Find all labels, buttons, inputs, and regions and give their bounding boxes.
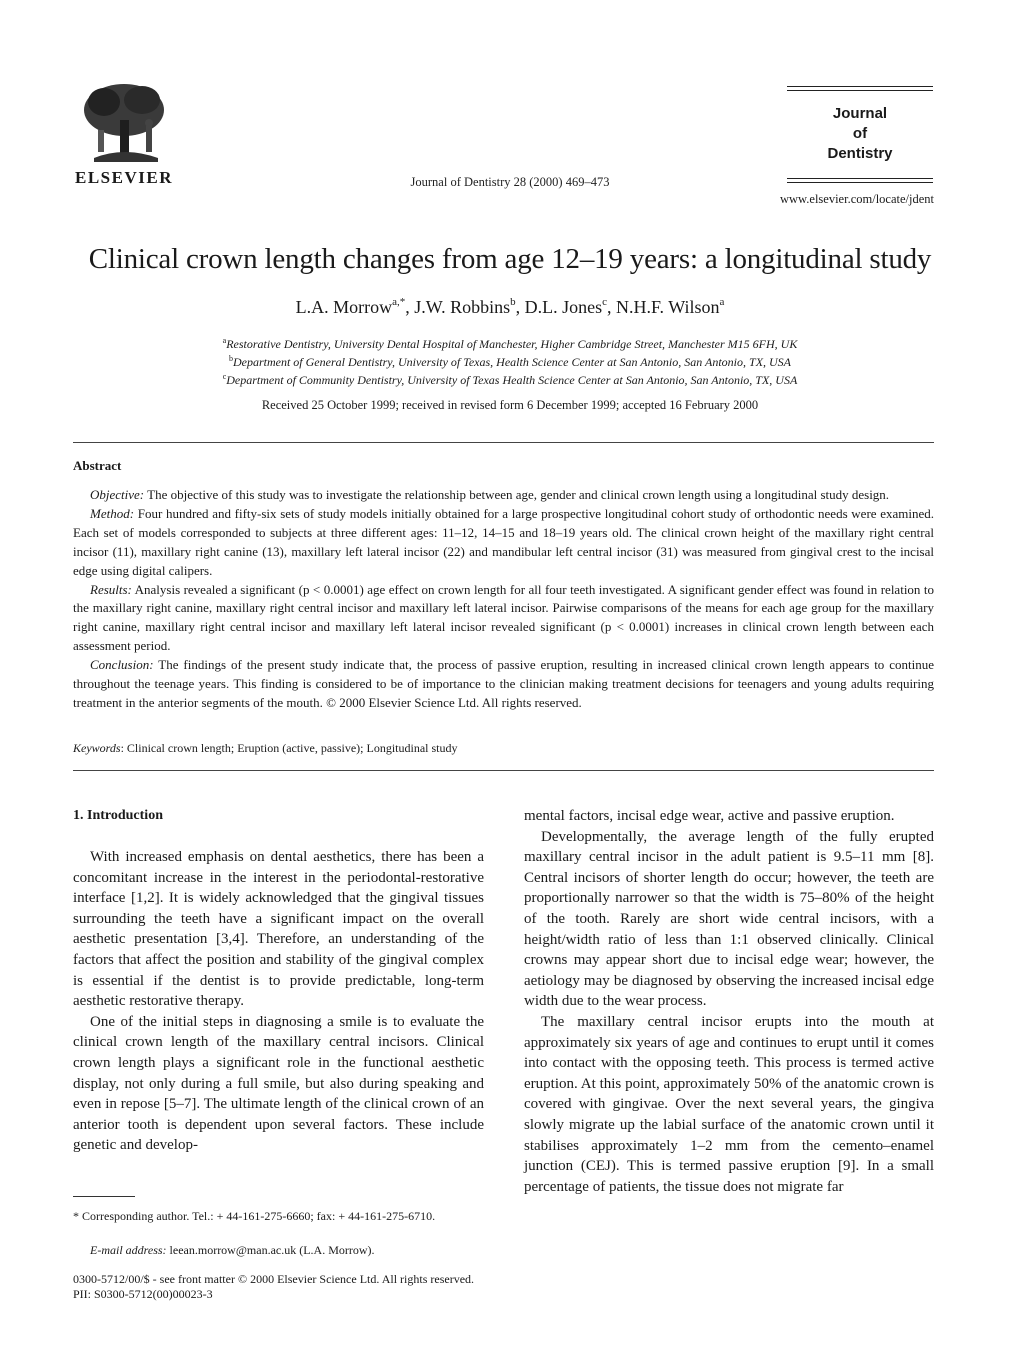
abstract-label: Results: [90, 581, 132, 597]
abstract-label: Conclusion: [90, 657, 154, 673]
author-sup: b [510, 296, 516, 308]
email-address[interactable]: leean.morrow@man.ac.uk (L.A. Morrow). [166, 1243, 375, 1257]
journal-rule-bottom [787, 178, 933, 179]
received-dates: Received 25 October 1999; received in revised form 6 December 1999; accepted 16 February 2000 [261, 398, 759, 412]
front-matter [73, 1272, 673, 1302]
journal-title-line: Journal [832, 105, 888, 122]
journal-title-line: Dentistry [827, 145, 893, 162]
keywords [73, 741, 934, 756]
body-column-left [73, 847, 484, 1156]
body-paragraph: Developmentally, the average length of the fully erupted maxillary central incisor in the adult patient is 9.5–11 mm [8]. Central incisors of shorter length do occur; however, the teeth are proportionally narrower so that the width is 75–80% of the height of the tooth. Rarely are short wide central incisors, with a height/width ratio of less than 1:1 observed clinically. Clinical crowns may appear short due to incisal edge wear; however, the aetiology may be diagnosed by observing the increased incisal edge width due to the wear process. [524, 828, 934, 1010]
corresponding-author-note: * Corresponding author. Tel.: + 44-161-275-6660; fax: + 44-161-275-6710. [73, 1209, 436, 1223]
abstract-paragraph [73, 581, 934, 657]
journal-rule-bottom-2 [787, 182, 933, 183]
journal-rule-top [787, 86, 933, 87]
author-name: D.L. Jones [524, 297, 603, 317]
body-paragraph: mental factors, incisal edge wear, active and passive eruption. [524, 808, 895, 824]
elsevier-logo [74, 80, 174, 190]
affiliation-text: Department of General Dentistry, University of Texas, Health Science Center at San Antonio, San Antonio, TX, USA [232, 355, 792, 369]
divider [73, 442, 934, 443]
affiliation-sup: b [228, 354, 233, 363]
email-note [73, 1243, 501, 1258]
abstract-paragraph [73, 486, 934, 505]
affiliation-text: Department of Community Dentistry, University of Texas Health Science Center at San Antonio, San Antonio, TX, USA [226, 373, 798, 387]
abstract-text: The findings of the present study indicate that, the process of passive eruption, resulting in increased clinical crown length appears to continue throughout the teenage years. This finding is considered to be of importance to the clinician making treatment decisions for teenagers and young adults requiring treatment in the anterior segments of the mouth. © 2000 Elsevier Science Ltd. All rights reserved. [73, 657, 934, 710]
journal-rule-top-2 [787, 90, 933, 91]
affiliation [60, 373, 960, 388]
journal-url[interactable]: www.elsevier.com/locate/jdent [780, 192, 934, 206]
author-sup: a,* [392, 296, 406, 308]
body-paragraph: One of the initial steps in diagnosing a smile is to evaluate the clinical crown length of the maxillary central incisors. Clinical crown length plays a significant role in the functional aesthetic display, not only during a full smile, but also during speaking and even in repose [5–7]. The ultimate length of the clinical crown of an anterior tooth is dependent upon several factors. These include genetic and develop- [73, 1013, 484, 1154]
elsevier-tree-icon [74, 80, 174, 162]
abstract-text: Analysis revealed a significant (p < 0.0001) age effect on crown length for all four teeth investigated. A significant gender effect was found in relation to the maxillary right canine, maxillary right central incisor and maxillary left lateral incisor. Pairwise comparisons of the means for each age group for the maxillary right canine, maxillary right central incisor and maxillary left lateral incisor revealed significant (p < 0.0001) increases in clinical crown length between each assessment period. [73, 581, 934, 654]
author-sup: a [719, 296, 725, 308]
section-heading: 1. Introduction [73, 808, 163, 823]
affiliation-sup: a [222, 336, 227, 345]
abstract-heading: Abstract [73, 458, 122, 473]
body-paragraph: With increased emphasis on dental aesthetics, there has been a concomitant increase in the interest in the periodontal-restorative interface [1,2]. It is widely acknowledged that the gingival tissues surrounding the teeth have a significant impact on the overall aesthetic presentation [3,4]. Therefore, an understanding of the factors that affect the position and stability of the gingival complex is essential if the dentist is to provide predictable, long-term aesthetic restorative therapy. [73, 849, 484, 1010]
body-paragraph: The maxillary central incisor erupts into the mouth at approximately six years of age and continues to erupt until it comes into contact with the opposing teeth. This process is termed active eruption. At this point, approximately 50% of the anatomic crown is covered with gingivae. Over the next several years, the gingiva slowly migrate up the labial surface of the anatomic crown until it stabilises approximately 1–2 mm from the cemento–enamel junction (CEJ). This is termed passive eruption [9]. In a small percentage of patients, the tissue does not migrate far [524, 1013, 934, 1195]
author-list: L.A. Morrow$^{a,*}$, J.W. Robbins$^b$, D.L. Jones$^c$, N.H.F. Wilson$^a$ [295, 296, 725, 317]
journal-title-line: of [852, 125, 868, 142]
copyright-line: 0300-5712/00/$ - see front matter © 2000 Elsevier Science Ltd. All rights reserved. [73, 1272, 475, 1286]
journal-title [787, 104, 933, 164]
affiliation [60, 355, 960, 370]
journal-citation: Journal of Dentistry 28 (2000) 469–473 [410, 175, 610, 189]
abstract-label: Objective: [90, 487, 145, 502]
abstract-body [73, 486, 934, 713]
affiliation [60, 337, 960, 352]
abstract-label: Method: [90, 505, 135, 521]
divider [73, 770, 934, 771]
keywords-label: Keywords [73, 741, 121, 755]
body-column-right [524, 806, 934, 1197]
abstract-paragraph [73, 656, 934, 713]
author-name: J.W. Robbins [414, 297, 511, 317]
article-title: Clinical crown length changes from age 12–19 years: a longitudinal study [88, 243, 932, 275]
publisher-name: ELSEVIER [75, 168, 173, 187]
pii-line: PII: S0300-5712(00)00023-3 [73, 1287, 213, 1301]
email-label: E-mail address: [90, 1243, 167, 1257]
affiliation-text: Restorative Dentistry, University Dental Hospital of Manchester, Higher Cambridge Street, Manchester M15 6FH, UK [226, 337, 798, 351]
abstract-paragraph [73, 505, 934, 581]
abstract-text: The objective of this study was to investigate the relationship between age, gender and clinical crown length using a longitudinal study design. [144, 487, 890, 502]
author-name: N.H.F. Wilson [615, 297, 720, 317]
keywords-text: : Clinical crown length; Eruption (active, passive); Longitudinal study [120, 741, 458, 755]
affiliation-sup: c [222, 372, 227, 381]
author-sup: c [602, 296, 607, 308]
author-name: L.A. Morrow [295, 297, 393, 317]
footnote-rule [73, 1196, 135, 1197]
abstract-text: Four hundred and fifty-six sets of study models initially obtained for a large prospective longitudinal cohort study of orthodontic needs were examined. Each set of models corresponded to subjects at three different ages: 11–12, 14–15 and 18–19 years old. The clinical crown height of the maxillary right central incisor (11), maxillary right canine (13), maxillary left lateral incisor (22) and mandibular left central incisor (31) was measured from gingival crest to the incisal edge using digital calipers. [73, 505, 934, 578]
